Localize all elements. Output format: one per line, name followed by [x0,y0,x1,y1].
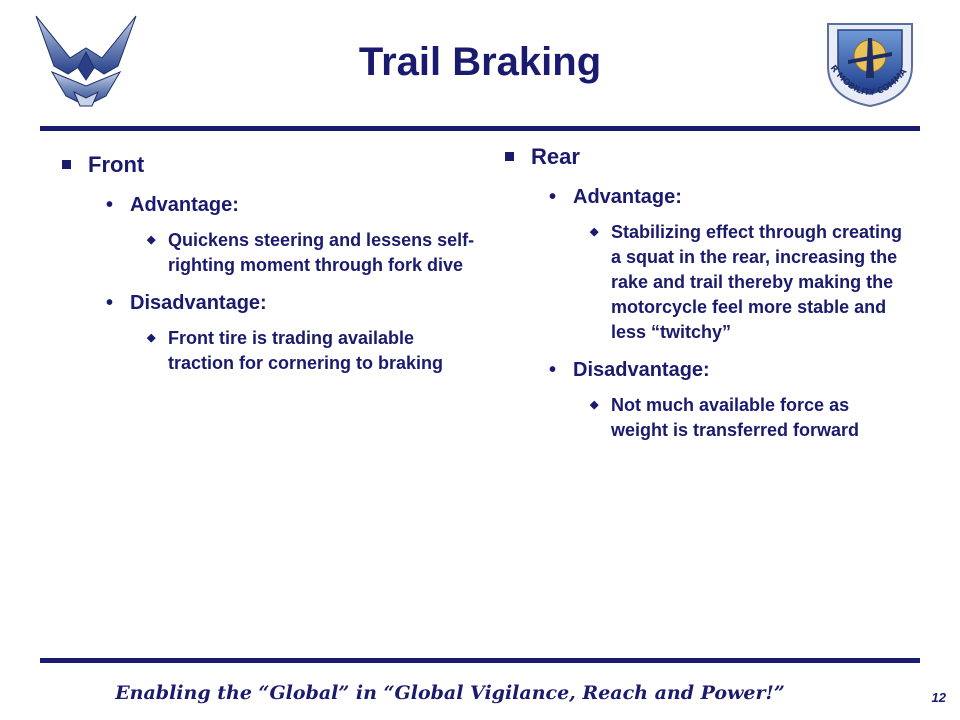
front-heading: Front [88,152,145,177]
footer-tagline: Enabling the “Global” in “Global Vigilance, Reach and Power!” [115,682,785,704]
diamond-bullet-icon: ◆ [147,234,156,246]
rear-disadvantage-item [505,357,910,383]
rear-advantage-label: Advantage: [573,186,682,208]
rear-advantage-detail [505,220,910,345]
rear-disadvantage-text: Not much available force as weight is transferred forward [611,395,860,440]
rear-column [505,142,910,443]
front-disadvantage-item [62,290,482,316]
front-advantage-item [62,192,482,218]
front-advantage-detail [62,228,482,278]
top-divider [40,126,920,131]
page-number: 12 [931,690,946,705]
rear-heading-item [505,142,910,172]
seal-text: R MOBILITY COMMA [827,63,910,99]
front-heading-item [62,150,482,180]
slide-title: Trail Braking [358,40,602,84]
diamond-bullet-icon: ◆ [590,226,599,238]
front-disadvantage-label: Disadvantage: [130,292,267,314]
dot-bullet-icon: • [106,292,114,314]
square-bullet-icon [62,160,71,169]
rear-advantage-item [505,184,910,210]
front-disadvantage-detail [62,326,482,376]
diamond-bullet-icon: ◆ [590,399,599,411]
rear-heading: Rear [531,144,580,169]
rear-disadvantage-detail [505,393,910,443]
bottom-divider [40,658,920,663]
dot-bullet-icon: • [549,186,557,208]
dot-bullet-icon: • [106,194,114,216]
front-disadvantage-text: Front tire is trading available traction for cornering to braking [168,328,444,373]
dot-bullet-icon: • [549,359,557,381]
square-bullet-icon [505,152,514,161]
rear-advantage-text: Stabilizing effect through creating a squat in the rear, increasing the rake and trail thereby making the motorcycle feel more stable and less “twitchy” [611,222,903,342]
front-column [62,150,482,376]
front-advantage-text: Quickens steering and lessens self-righting moment through fork dive [168,230,475,275]
diamond-bullet-icon: ◆ [147,332,156,344]
front-advantage-label: Advantage: [130,194,239,216]
rear-disadvantage-label: Disadvantage: [573,359,710,381]
